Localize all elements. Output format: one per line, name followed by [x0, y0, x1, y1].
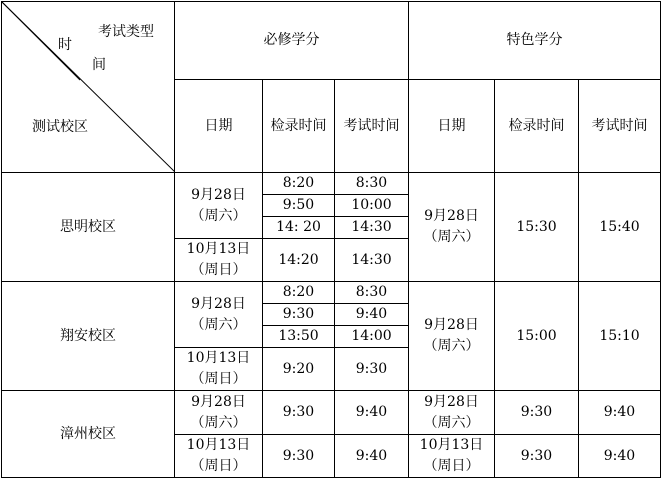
special-exam-time: 15:40: [579, 173, 661, 282]
special-exam-header: 考试时间: [579, 80, 661, 173]
campus-name-xiangan: 翔安校区: [2, 282, 175, 391]
exam-time: 9:30: [335, 348, 409, 391]
special-checkin-time: 9:30: [495, 391, 579, 435]
exam-time: 8:30: [335, 282, 409, 304]
table-row: [2, 391, 661, 435]
special-date-header: 日期: [409, 80, 495, 173]
date-cell: 9月28日（周六）: [175, 282, 263, 348]
date-cell: 10月13日（周日）: [175, 239, 263, 282]
required-checkin-header: 检录时间: [263, 80, 335, 173]
exam-time: 9:40: [335, 304, 409, 326]
special-date-cell: 9月28日（周六）: [409, 173, 495, 282]
checkin-time: 9:30: [263, 435, 335, 478]
checkin-time: 14: 20: [263, 217, 335, 239]
corner-time-label-1: 时: [58, 37, 72, 53]
date-cell: 10月13日（周日）: [175, 348, 263, 391]
special-credits-header: 特色学分: [409, 2, 661, 80]
required-credits-header: 必修学分: [175, 2, 409, 80]
corner-time-label-2: 间: [92, 57, 106, 73]
special-checkin-header: 检录时间: [495, 80, 579, 173]
special-exam-time: 9:40: [579, 435, 661, 478]
exam-time: 9:40: [335, 391, 409, 435]
exam-time: 8:30: [335, 173, 409, 195]
date-cell: 10月13日（周日）: [175, 435, 263, 478]
corner-campus-label: 测试校区: [32, 119, 88, 135]
checkin-time: 8:20: [263, 282, 335, 304]
campus-name-siming: 思明校区: [2, 173, 175, 282]
checkin-time: 13:50: [263, 326, 335, 348]
checkin-time: 9:50: [263, 195, 335, 217]
special-date-cell: 10月13日（周日）: [409, 435, 495, 478]
special-checkin-time: 15:30: [495, 173, 579, 282]
special-date-cell: 9月28日（周六）: [409, 282, 495, 391]
exam-schedule-table: [1, 1, 661, 478]
date-cell: 9月28日（周六）: [175, 173, 263, 239]
exam-time: 14:30: [335, 217, 409, 239]
date-cell: 9月28日（周六）: [175, 391, 263, 435]
checkin-time: 9:30: [263, 391, 335, 435]
checkin-time: 8:20: [263, 173, 335, 195]
required-exam-header: 考试时间: [335, 80, 409, 173]
special-checkin-time: 9:30: [495, 435, 579, 478]
exam-schedule: [1, 1, 661, 478]
table-row: [2, 282, 661, 304]
checkin-time: 9:20: [263, 348, 335, 391]
special-checkin-time: 15:00: [495, 282, 579, 391]
campus-name-zhangzhou: 漳州校区: [2, 391, 175, 478]
table-row: [2, 173, 661, 195]
special-date-cell: 9月28日（周六）: [409, 391, 495, 435]
special-exam-time: 9:40: [579, 391, 661, 435]
exam-time: 9:40: [335, 435, 409, 478]
corner-exam-type-label: 考试类型: [98, 24, 154, 40]
checkin-time: 14:20: [263, 239, 335, 282]
special-exam-time: 15:10: [579, 282, 661, 391]
corner-header-cell: [2, 2, 175, 173]
exam-time: 10:00: [335, 195, 409, 217]
exam-time: 14:00: [335, 326, 409, 348]
exam-time: 14:30: [335, 239, 409, 282]
checkin-time: 9:30: [263, 304, 335, 326]
required-date-header: 日期: [175, 80, 263, 173]
